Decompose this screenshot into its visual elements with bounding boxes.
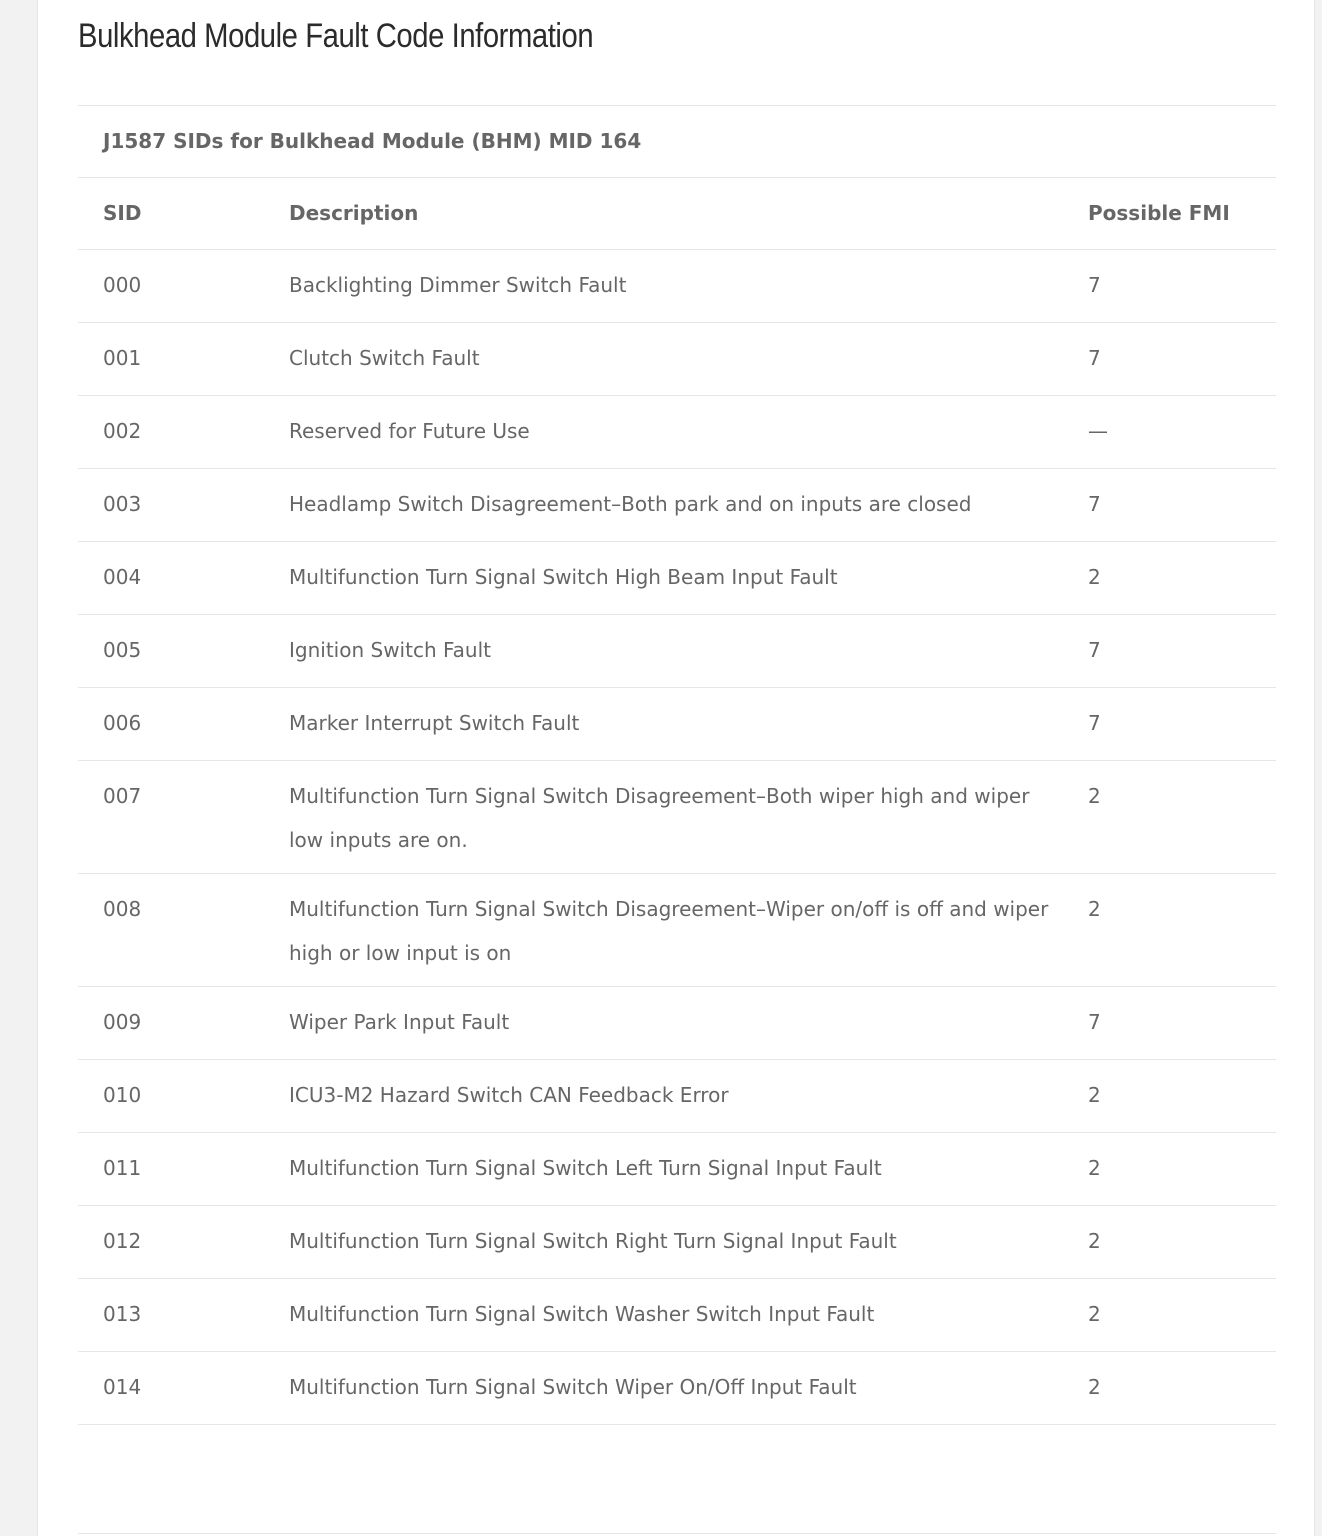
cell-description: Ignition Switch Fault bbox=[289, 615, 1088, 688]
cell-fmi: 2 bbox=[1088, 542, 1276, 615]
table-row bbox=[78, 1352, 1276, 1425]
cell-sid: 007 bbox=[78, 761, 289, 874]
cell-fmi: 2 bbox=[1088, 761, 1276, 874]
cell-sid: 013 bbox=[78, 1279, 289, 1352]
table-row bbox=[78, 1206, 1276, 1279]
table-row bbox=[78, 1279, 1276, 1352]
header-description: Description bbox=[289, 178, 1088, 250]
cell-description: Multifunction Turn Signal Switch Washer Switch Input Fault bbox=[289, 1279, 1088, 1352]
fault-code-table bbox=[78, 105, 1276, 1425]
table-row bbox=[78, 987, 1276, 1060]
cell-sid: 005 bbox=[78, 615, 289, 688]
table-row bbox=[78, 1060, 1276, 1133]
cell-sid: 014 bbox=[78, 1352, 289, 1425]
cell-description: Multifunction Turn Signal Switch High Beam Input Fault bbox=[289, 542, 1088, 615]
cell-sid: 000 bbox=[78, 250, 289, 323]
cell-description: Multifunction Turn Signal Switch Wiper On/Off Input Fault bbox=[289, 1352, 1088, 1425]
table-row bbox=[78, 396, 1276, 469]
cell-sid: 009 bbox=[78, 987, 289, 1060]
cell-fmi: 2 bbox=[1088, 1279, 1276, 1352]
cell-fmi: — bbox=[1088, 396, 1276, 469]
cell-sid: 001 bbox=[78, 323, 289, 396]
table-caption: J1587 SIDs for Bulkhead Module (BHM) MID 164 bbox=[78, 106, 1276, 178]
table-row bbox=[78, 1133, 1276, 1206]
cell-fmi: 2 bbox=[1088, 1352, 1276, 1425]
table-caption-row bbox=[78, 106, 1276, 178]
cell-sid: 002 bbox=[78, 396, 289, 469]
cell-fmi: 7 bbox=[1088, 688, 1276, 761]
cell-sid: 004 bbox=[78, 542, 289, 615]
cell-sid: 006 bbox=[78, 688, 289, 761]
table-row bbox=[78, 542, 1276, 615]
cell-sid: 010 bbox=[78, 1060, 289, 1133]
table-row bbox=[78, 615, 1276, 688]
cell-sid: 012 bbox=[78, 1206, 289, 1279]
table-header-row bbox=[78, 178, 1276, 250]
cell-description: Multifunction Turn Signal Switch Disagreement–Both wiper high and wiper low inputs are on. bbox=[289, 761, 1088, 874]
cell-description: Marker Interrupt Switch Fault bbox=[289, 688, 1088, 761]
cell-description: Wiper Park Input Fault bbox=[289, 987, 1088, 1060]
cell-description: Reserved for Future Use bbox=[289, 396, 1088, 469]
header-sid: SID bbox=[78, 178, 289, 250]
table-row bbox=[78, 688, 1276, 761]
cell-description: Multifunction Turn Signal Switch Disagreement–Wiper on/off is off and wiper high or low input is on bbox=[289, 874, 1088, 987]
cell-fmi: 7 bbox=[1088, 323, 1276, 396]
cell-description: Clutch Switch Fault bbox=[289, 323, 1088, 396]
cell-fmi: 2 bbox=[1088, 1060, 1276, 1133]
cell-description: Headlamp Switch Disagreement–Both park and on inputs are closed bbox=[289, 469, 1088, 542]
cell-fmi: 2 bbox=[1088, 1133, 1276, 1206]
cell-sid: 003 bbox=[78, 469, 289, 542]
table-row bbox=[78, 250, 1276, 323]
page-content bbox=[37, 0, 1315, 1536]
cell-fmi: 7 bbox=[1088, 250, 1276, 323]
table-row bbox=[78, 874, 1276, 987]
header-possible-fmi: Possible FMI bbox=[1088, 178, 1276, 250]
cell-sid: 011 bbox=[78, 1133, 289, 1206]
cell-fmi: 7 bbox=[1088, 469, 1276, 542]
cell-sid: 008 bbox=[78, 874, 289, 987]
cell-fmi: 7 bbox=[1088, 615, 1276, 688]
cell-fmi: 2 bbox=[1088, 1206, 1276, 1279]
table-row bbox=[78, 761, 1276, 874]
cell-description: Multifunction Turn Signal Switch Right Turn Signal Input Fault bbox=[289, 1206, 1088, 1279]
cell-description: Multifunction Turn Signal Switch Left Turn Signal Input Fault bbox=[289, 1133, 1088, 1206]
table-row bbox=[78, 323, 1276, 396]
cell-description: Backlighting Dimmer Switch Fault bbox=[289, 250, 1088, 323]
cell-fmi: 2 bbox=[1088, 874, 1276, 987]
page-title: Bulkhead Module Fault Code Information bbox=[78, 17, 594, 55]
table-row bbox=[78, 469, 1276, 542]
section-divider bbox=[78, 1533, 1276, 1534]
cell-description: ICU3-M2 Hazard Switch CAN Feedback Error bbox=[289, 1060, 1088, 1133]
cell-fmi: 7 bbox=[1088, 987, 1276, 1060]
